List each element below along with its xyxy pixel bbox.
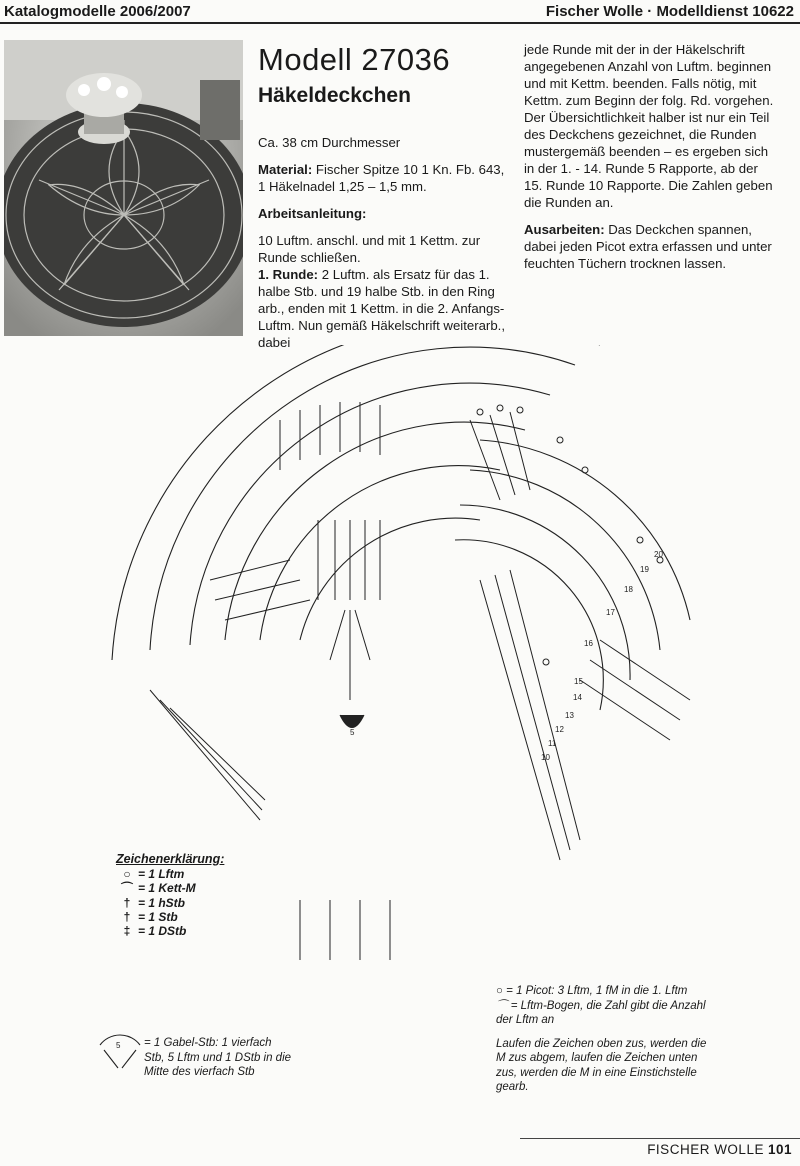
half-treble-icon: † — [123, 895, 131, 910]
ausarbeiten-text: Das Deckchen spannen, dabei jeden Picot extra erfassen und unter feuchten Tüchern trocknen lassen. — [524, 222, 772, 271]
overview-text: Der Übersichtlichkeit halber ist nur ein Teil des Deckchens gezeichnet, die Runden mustergemäß beenden – es ergeben sich in der 1. - 14. Runde 5 Rapporte, ab der 15. Runde 10 Rapporte. Die Zahlen geben die Runden an. — [524, 110, 773, 210]
picot-line: ○ = 1 Picot: 3 Lftm, 1 fM in die 1. Lftm — [496, 985, 688, 997]
round-number: 14 — [573, 693, 582, 702]
round1-label: 1. Runde: — [258, 267, 319, 282]
gabel-symbol-stems — [104, 1050, 136, 1068]
round1-text: 2 Luftm. als Ersatz für das 1. halbe Stb. und 19 halbe Stb. in den Ring arb., enden mit 1 Kettm. in die 2. Anfangs-Luftm. Nun gemäß Häkelschrift weiterarb., dabei — [258, 267, 505, 350]
round-number: 13 — [565, 711, 574, 720]
picot-note — [496, 984, 716, 1095]
page-header-left: Katalogmodelle 2006/2007 — [4, 3, 191, 20]
arbeitsanleitung-text: 10 Luftm. anschl. und mit 1 Kettm. zur Runde schließen. — [258, 233, 481, 265]
double-treble-icon: ‡ — [123, 924, 131, 939]
page-number: 101 — [767, 1142, 792, 1157]
gabel-number: 5 — [116, 1041, 121, 1050]
ausarbeiten-paragraph — [524, 221, 774, 272]
round1-paragraph — [258, 266, 508, 351]
legend-item: ‡ = 1 DStb — [116, 924, 224, 938]
chart-center-fan — [340, 715, 364, 728]
header-rule — [0, 22, 800, 24]
round-number: 11 — [548, 739, 557, 748]
material-text: Fischer Spitze 10 1 Kn. Fb. 643, 1 Häkelnadel 1,25 – 1,5 mm. — [258, 162, 505, 194]
round-number: 16 — [584, 639, 593, 648]
center-number: 5 — [350, 728, 355, 737]
legend-item: † = 1 Stb — [116, 910, 224, 924]
chain-arc-icon: ⌒ — [496, 999, 511, 1012]
legend-item: ⌒ = 1 Kett-M — [116, 881, 224, 895]
instructions-column-1 — [258, 134, 508, 361]
material-paragraph — [258, 161, 508, 195]
size-text: Ca. 38 cm Durchmesser — [258, 135, 401, 150]
round-number: 10 — [541, 753, 550, 762]
round-number: 15 — [574, 677, 583, 686]
arbeitsanleitung-heading: Arbeitsanleitung: — [258, 206, 367, 221]
chart-picots — [477, 405, 663, 665]
round-number: 12 — [555, 725, 564, 734]
direction-note: Laufen die Zeichen oben zus, werden die M zus abgem, laufen die Zeichen unten zus, werden die M in eine Einstichstelle gearb. — [496, 1037, 707, 1093]
model-subtitle: Häkeldeckchen — [258, 84, 411, 107]
chain-stitch-icon: ○ — [123, 867, 131, 882]
legend-item: ○ = 1 Lftm — [116, 867, 224, 881]
ausarbeiten-label: Ausarbeiten: — [524, 222, 605, 237]
material-label: Material: — [258, 162, 313, 177]
legend-item: † = 1 hStb — [116, 896, 224, 910]
bogen-line: ⌒ = Lftm-Bogen, die Zahl gibt die Anzahl der Lftm an — [496, 999, 706, 1026]
rounds-text: jede Runde mit der in der Häkelschrift angegebenen Anzahl von Luftm. beginnen und mit Kettm. beenden. Falls nötig, mit Kettm. zum Beginn der folg. Rd. vorgehen. — [524, 42, 774, 108]
footer-brand: FISCHER WOLLE — [647, 1142, 764, 1157]
picot-icon: ○ — [496, 985, 507, 997]
chart-round-labels — [116, 550, 663, 1050]
round-number: 18 — [624, 585, 633, 594]
chart-arcs — [112, 345, 690, 710]
legend — [116, 852, 224, 938]
treble-icon: † — [123, 909, 131, 924]
slip-stitch-icon: ⌒ — [120, 881, 133, 896]
footer-rule — [520, 1138, 800, 1139]
round-number: 17 — [606, 608, 615, 617]
instructions-column-2 — [524, 41, 774, 282]
legend-title: Zeichenerklärung: — [116, 852, 225, 866]
page-header-right: Fischer Wolle · Modelldienst 10622 — [545, 3, 794, 20]
footer — [647, 1142, 792, 1157]
chart-stitches — [150, 402, 690, 960]
model-title: Modell 27036 — [258, 42, 451, 77]
doily-photo — [4, 40, 243, 336]
round-number: 19 — [640, 565, 649, 574]
gabel-text: = 1 Gabel-Stb: 1 vierfach Stb, 5 Lftm und 1 DStb in die Mitte des vierfach Stb — [144, 1037, 292, 1078]
round-number: 20 — [654, 550, 663, 559]
